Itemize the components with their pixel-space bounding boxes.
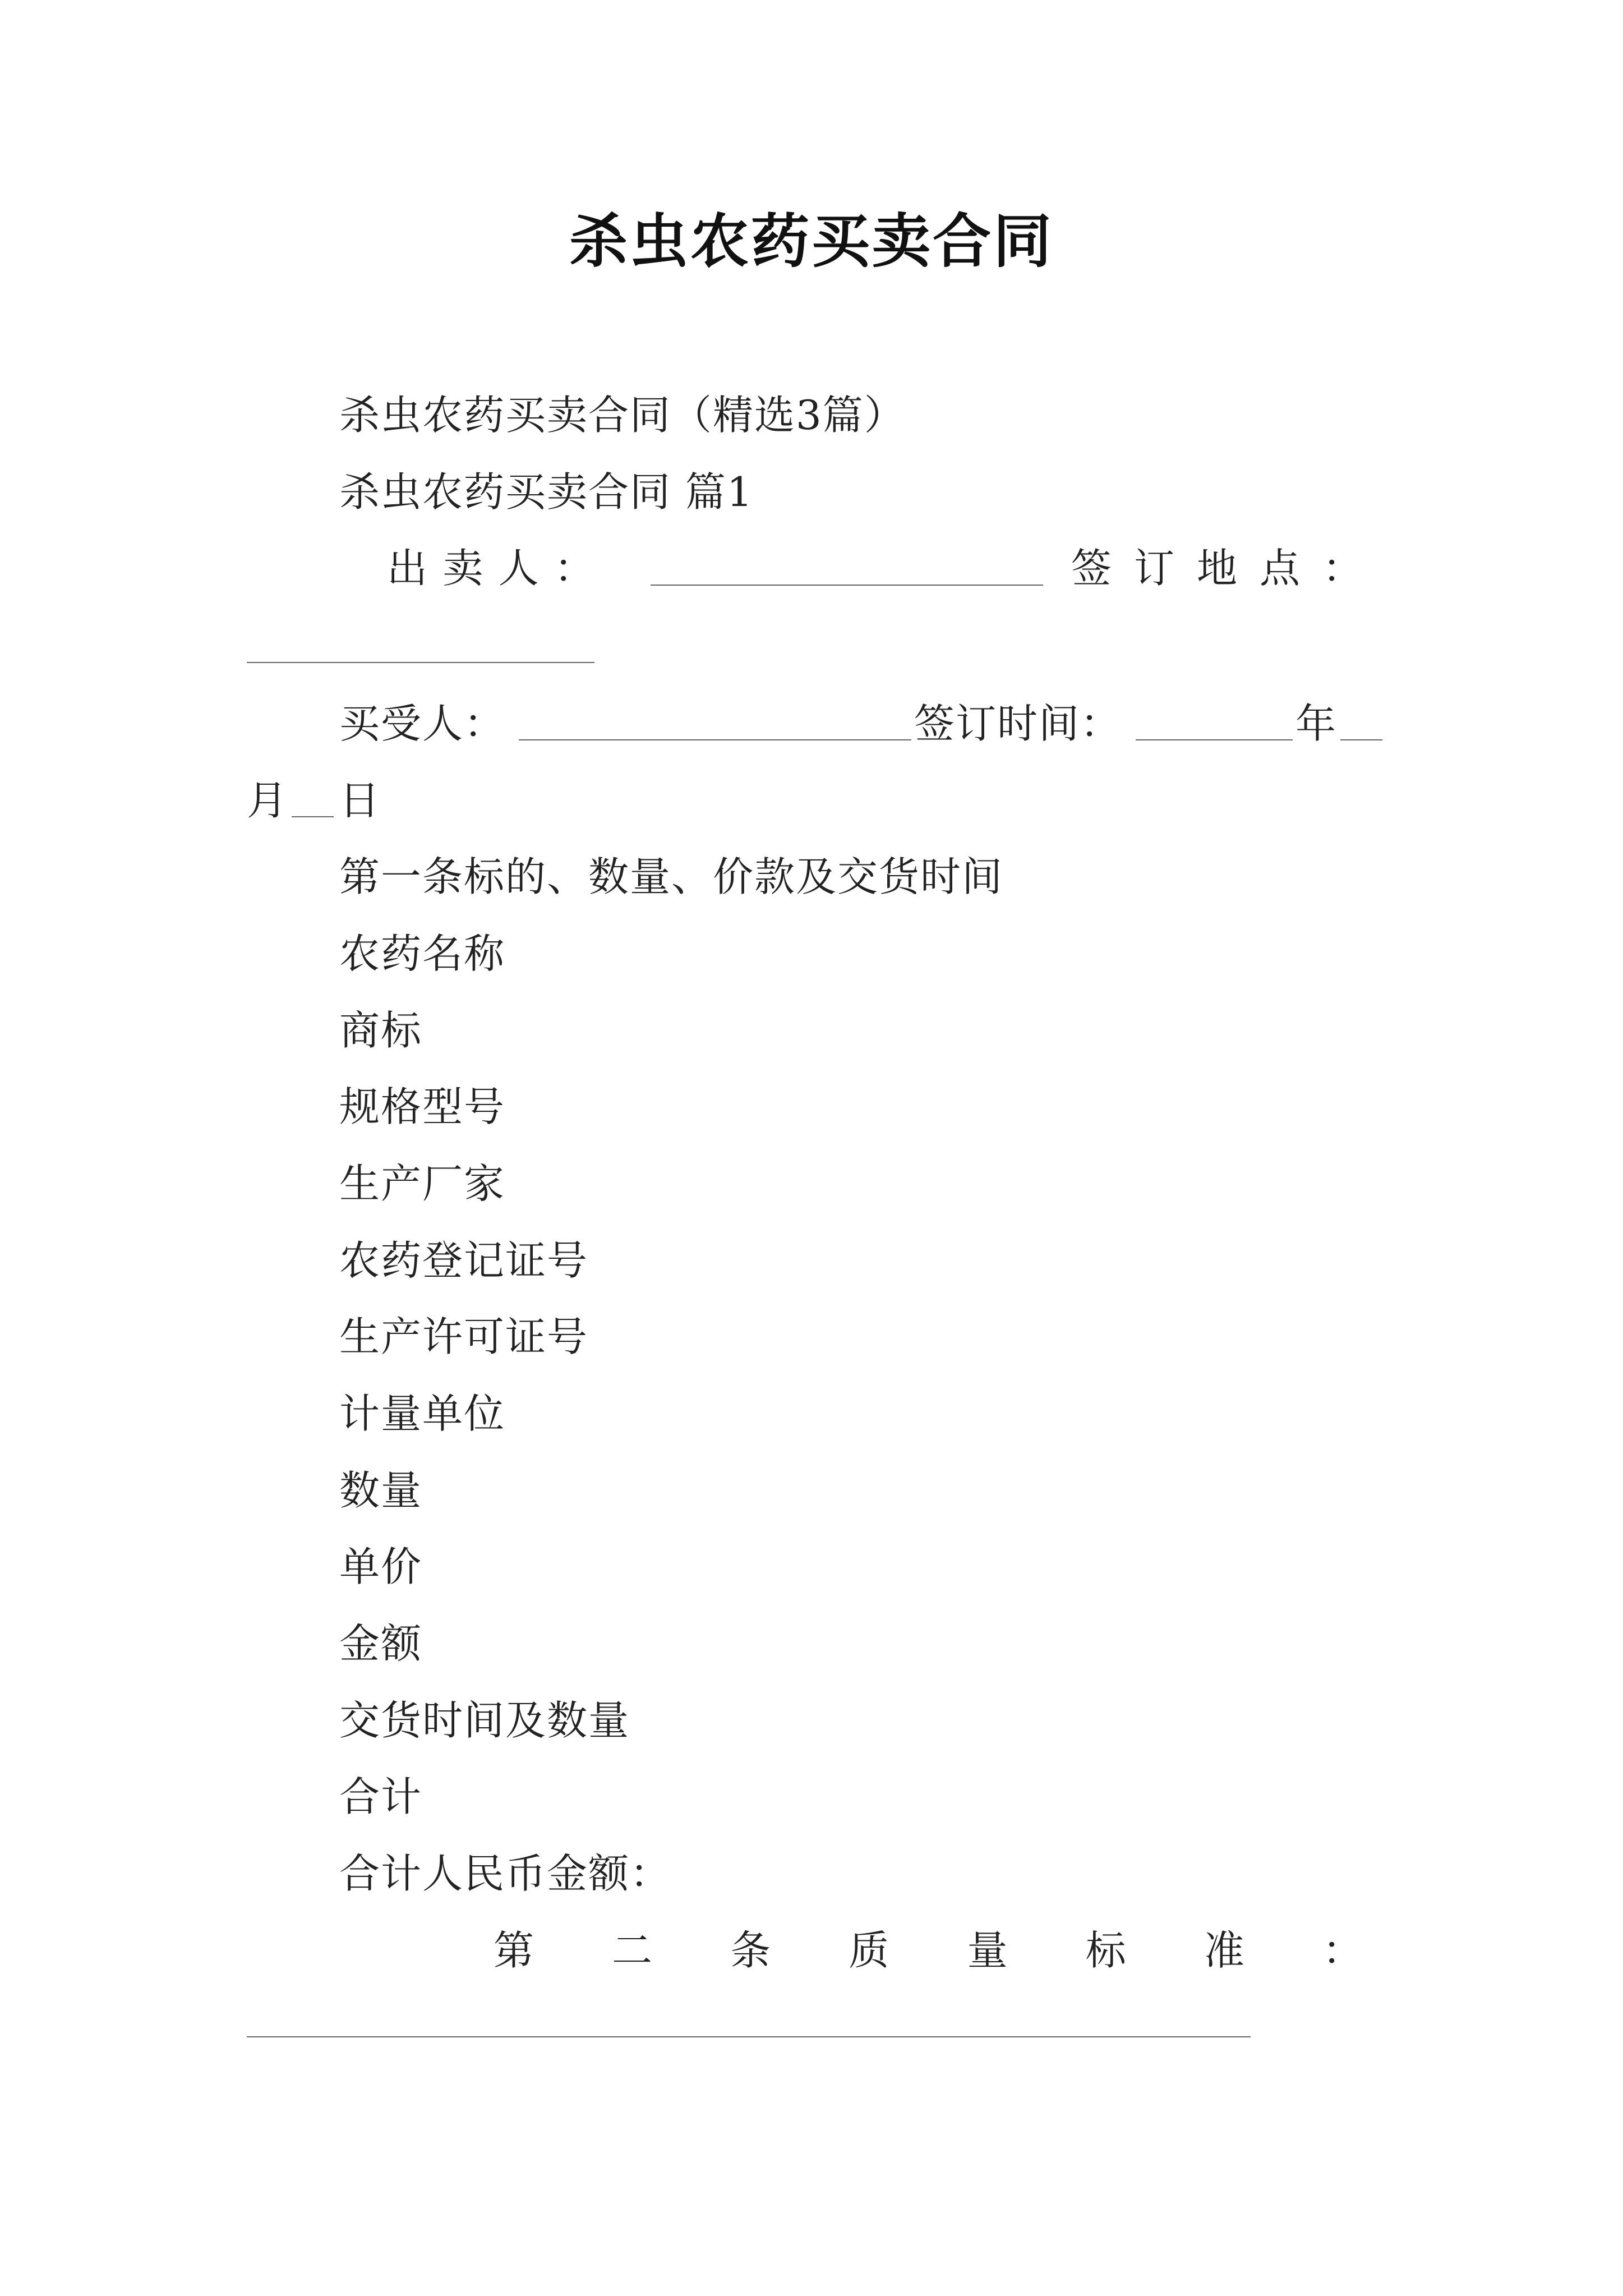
month-label: 月 [247,777,289,824]
item-registration-no: 农药登记证号 [339,1237,589,1284]
buyer-blank[interactable] [519,739,911,740]
seller-label-char: 人 [498,545,539,592]
item-total-rmb: 合计人民币金额： [339,1850,672,1897]
seller-label [387,540,594,596]
sign-place-label-char: 订 [1133,545,1174,592]
article-2-char: 质 [849,1927,889,1974]
document-title: 杀虫农药买卖合同 [569,206,1054,275]
year-label: 年 [1295,700,1338,747]
document-subtitle: 杀虫农药买卖合同（精选3篇） [339,392,906,439]
month-blank[interactable] [1340,739,1382,740]
article-1-heading: 第一条标的、数量、价款及交货时间 [339,853,1004,900]
sign-place-label-char: 签 [1071,545,1112,592]
sign-place-blank[interactable] [247,662,594,663]
article-2-char: 标 [1085,1927,1126,1974]
article-2-char: 第 [494,1927,534,1974]
seller-blank[interactable] [651,585,1043,586]
sign-place-label-char: ： [1322,545,1363,592]
section-heading: 杀虫农药买卖合同 篇1 [339,468,754,516]
article-2-char: 准 [1204,1927,1244,1974]
item-manufacturer: 生产厂家 [339,1160,506,1207]
sign-place-label-char: 点 [1259,545,1300,592]
day-blank[interactable] [292,816,334,817]
article-2-heading [494,1922,1363,1978]
quality-standard-blank[interactable] [247,2036,1251,2037]
item-quantity: 数量 [339,1467,423,1514]
article-2-char: 条 [730,1927,771,1974]
article-2-char: 二 [612,1927,653,1974]
item-unit-price: 单价 [339,1543,423,1590]
article-2-char: 量 [967,1927,1008,1974]
item-pesticide-name: 农药名称 [339,930,506,977]
item-trademark: 商标 [339,1007,423,1054]
item-license-no: 生产许可证号 [339,1313,589,1360]
buyer-label: 买受人： [339,700,506,747]
day-label: 日 [339,777,381,824]
sign-time-label: 签订时间： [914,700,1122,747]
item-unit: 计量单位 [339,1390,506,1437]
year-blank[interactable] [1136,739,1293,740]
article-2-char: ： [1322,1927,1363,1974]
item-total: 合计 [339,1773,423,1820]
seller-label-char: 出 [387,545,428,592]
item-delivery-time: 交货时间及数量 [339,1697,630,1744]
item-amount: 金额 [339,1620,423,1667]
sign-place-label-char: 地 [1196,545,1237,592]
sign-place-label [1071,540,1363,596]
item-spec-model: 规格型号 [339,1083,506,1130]
seller-label-char: 卖 [442,545,483,592]
seller-label-char: ： [554,545,594,592]
